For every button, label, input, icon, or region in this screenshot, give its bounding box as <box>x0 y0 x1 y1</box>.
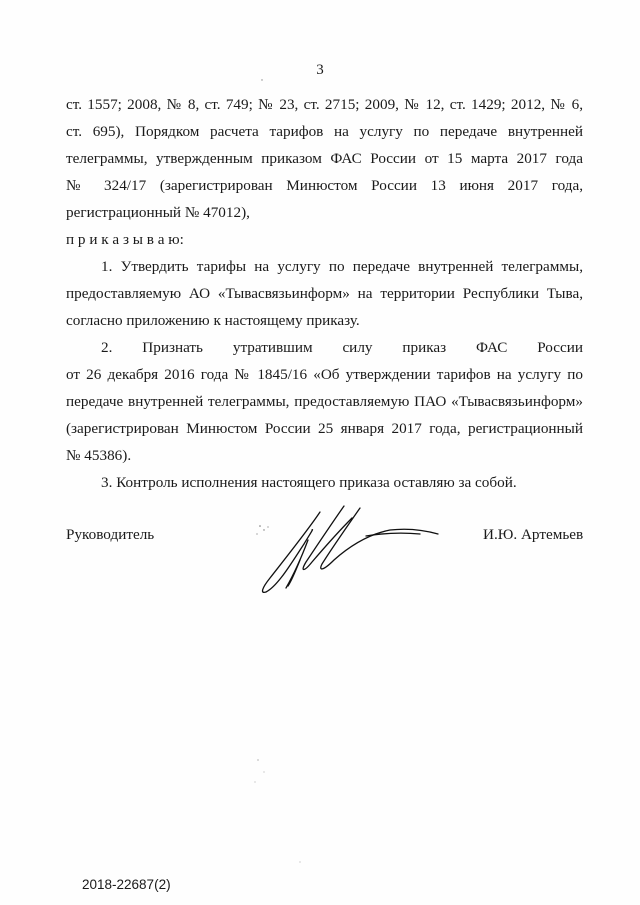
item-1-line-2: предоставляемую АО «Тывасвязьинформ» на территории Республики Тыва, <box>66 285 583 302</box>
item-2-line-4: (зарегистрирован Минюстом России 25 января 2017 года, регистрационный <box>66 420 583 437</box>
body-line-3: телеграммы, утвержденным приказом ФАС России от 15 марта 2017 года <box>66 150 583 167</box>
order-word: п р и к а з ы в а ю: <box>66 231 184 248</box>
handwritten-signature <box>248 500 448 610</box>
page-number: 3 <box>316 62 324 78</box>
item-2-line-1: 2. Признать утратившим силу приказ ФАС России <box>101 339 583 356</box>
signatory-position: Руководитель <box>66 526 155 543</box>
body-line-5: регистрационный № 47012), <box>66 204 250 221</box>
body-line-2: ст. 695), Порядком расчета тарифов на услугу по передаче внутренней <box>66 123 583 140</box>
item-3-line-1: 3. Контроль исполнения настоящего приказа оставляю за собой. <box>101 474 517 491</box>
item-2-line-2: от 26 декабря 2016 года № 1845/16 «Об утверждении тарифов на услугу по <box>66 366 583 383</box>
registration-code: 2018-22687(2) <box>82 877 171 892</box>
signatory-name: И.Ю. Артемьев <box>483 526 584 543</box>
item-1-line-1: 1. Утвердить тарифы на услугу по передаче внутренней телеграммы, <box>101 258 583 275</box>
item-1-line-3: согласно приложению к настоящему приказу. <box>66 312 360 329</box>
item-2-line-5: № 45386). <box>66 447 132 464</box>
item-2-line-3: передаче внутренней телеграммы, предоставляемую ПАО «Тывасвязьинформ» <box>66 393 583 410</box>
body-line-4: № 324/17 (зарегистрирован Минюстом России 13 июня 2017 года, <box>66 177 583 194</box>
body-line-1: ст. 1557; 2008, № 8, ст. 749; № 23, ст. 2715; 2009, № 12, ст. 1429; 2012, № 6, <box>66 96 583 113</box>
